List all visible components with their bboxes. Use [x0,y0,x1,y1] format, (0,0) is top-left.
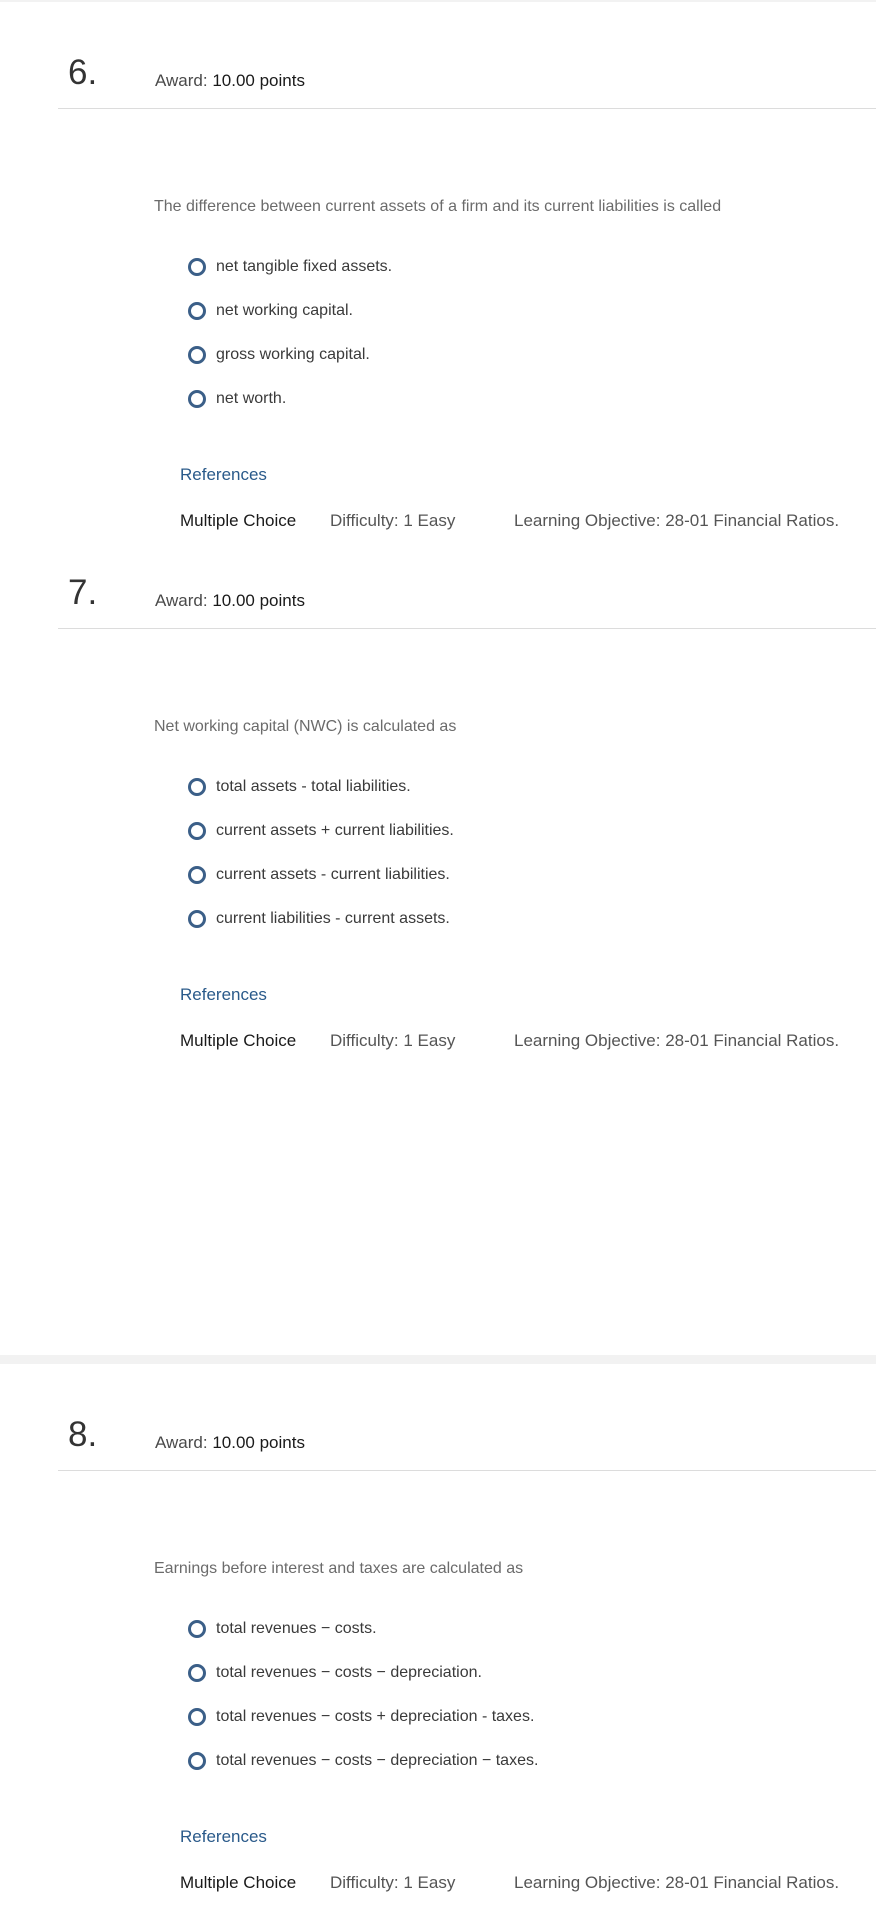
choice-c[interactable] [188,1695,538,1739]
radio-button-icon[interactable] [188,1752,206,1770]
choice-label[interactable]: net working capital. [216,302,353,319]
question-type: Multiple Choice [180,1873,297,1892]
learning-objective: Learning Objective: 28-01 Financial Ratios. [514,511,840,530]
radio-button-icon[interactable] [188,346,206,364]
award [155,1433,305,1453]
radio-button-icon[interactable] [188,258,206,276]
question-divider [58,108,876,109]
question-prompt: The difference between current assets of a firm and its current liabilities is called [154,198,722,215]
references-link[interactable]: References [180,1827,267,1846]
choice-label[interactable]: net worth. [216,390,287,407]
choice-label[interactable]: net tangible fixed assets. [216,258,393,275]
choice-label[interactable]: current assets - current liabilities. [216,866,450,883]
question-number: 7. [68,573,98,612]
references-link[interactable]: References [180,985,267,1004]
question-6 [0,0,876,540]
learning-objective: Learning Objective: 28-01 Financial Ratios. [514,1031,840,1050]
radio-button-icon[interactable] [188,822,206,840]
choice-b[interactable] [188,809,454,853]
question-8 [0,1362,876,1902]
radio-button-icon[interactable] [188,778,206,796]
radio-button-icon[interactable] [188,1664,206,1682]
difficulty: Difficulty: 1 Easy [330,511,456,530]
question-divider [58,1470,876,1471]
choice-d[interactable] [188,1739,538,1783]
choice-a[interactable] [188,245,392,289]
choice-d[interactable] [188,897,454,941]
radio-button-icon[interactable] [188,910,206,928]
question-type: Multiple Choice [180,1031,297,1050]
choice-a[interactable] [188,1607,538,1651]
choice-label[interactable]: gross working capital. [216,346,370,363]
award-label: Award: [155,71,213,90]
question-number: 6. [68,53,98,92]
difficulty: Difficulty: 1 Easy [330,1031,456,1050]
question-prompt: Earnings before interest and taxes are calculated as [154,1560,524,1577]
learning-objective: Learning Objective: 28-01 Financial Ratios. [514,1873,840,1892]
question-7 [0,520,876,1060]
award-label: Award: [155,1433,213,1452]
award-label: Award: [155,591,213,610]
choice-b[interactable] [188,289,392,333]
question-divider [58,628,876,629]
award-points: 10.00 points [212,1433,305,1452]
choice-b[interactable] [188,1651,538,1695]
choice-label[interactable]: total revenues − costs − depreciation. [216,1664,482,1681]
choice-c[interactable] [188,853,454,897]
choice-c[interactable] [188,333,392,377]
choice-label[interactable]: total revenues − costs − depreciation − taxes. [216,1752,539,1769]
choice-label[interactable]: current assets + current liabilities. [216,822,454,839]
radio-button-icon[interactable] [188,1708,206,1726]
question-type: Multiple Choice [180,511,297,530]
choice-list [188,245,392,421]
choice-a[interactable] [188,765,454,809]
choice-d[interactable] [188,377,392,421]
award [155,71,305,91]
question-number: 8. [68,1415,98,1454]
award [155,591,305,611]
radio-button-icon[interactable] [188,302,206,320]
choice-list [188,765,454,941]
award-points: 10.00 points [212,71,305,90]
references-link[interactable]: References [180,465,267,484]
choice-label[interactable]: total revenues − costs. [216,1620,377,1637]
question-prompt: Net working capital (NWC) is calculated as [154,718,457,735]
choice-label[interactable]: current liabilities - current assets. [216,910,450,927]
difficulty: Difficulty: 1 Easy [330,1873,456,1892]
award-points: 10.00 points [212,591,305,610]
radio-button-icon[interactable] [188,866,206,884]
radio-button-icon[interactable] [188,1620,206,1638]
radio-button-icon[interactable] [188,390,206,408]
choice-label[interactable]: total assets - total liabilities. [216,778,411,795]
choice-label[interactable]: total revenues − costs + depreciation - taxes. [216,1708,535,1725]
choice-list [188,1607,538,1783]
